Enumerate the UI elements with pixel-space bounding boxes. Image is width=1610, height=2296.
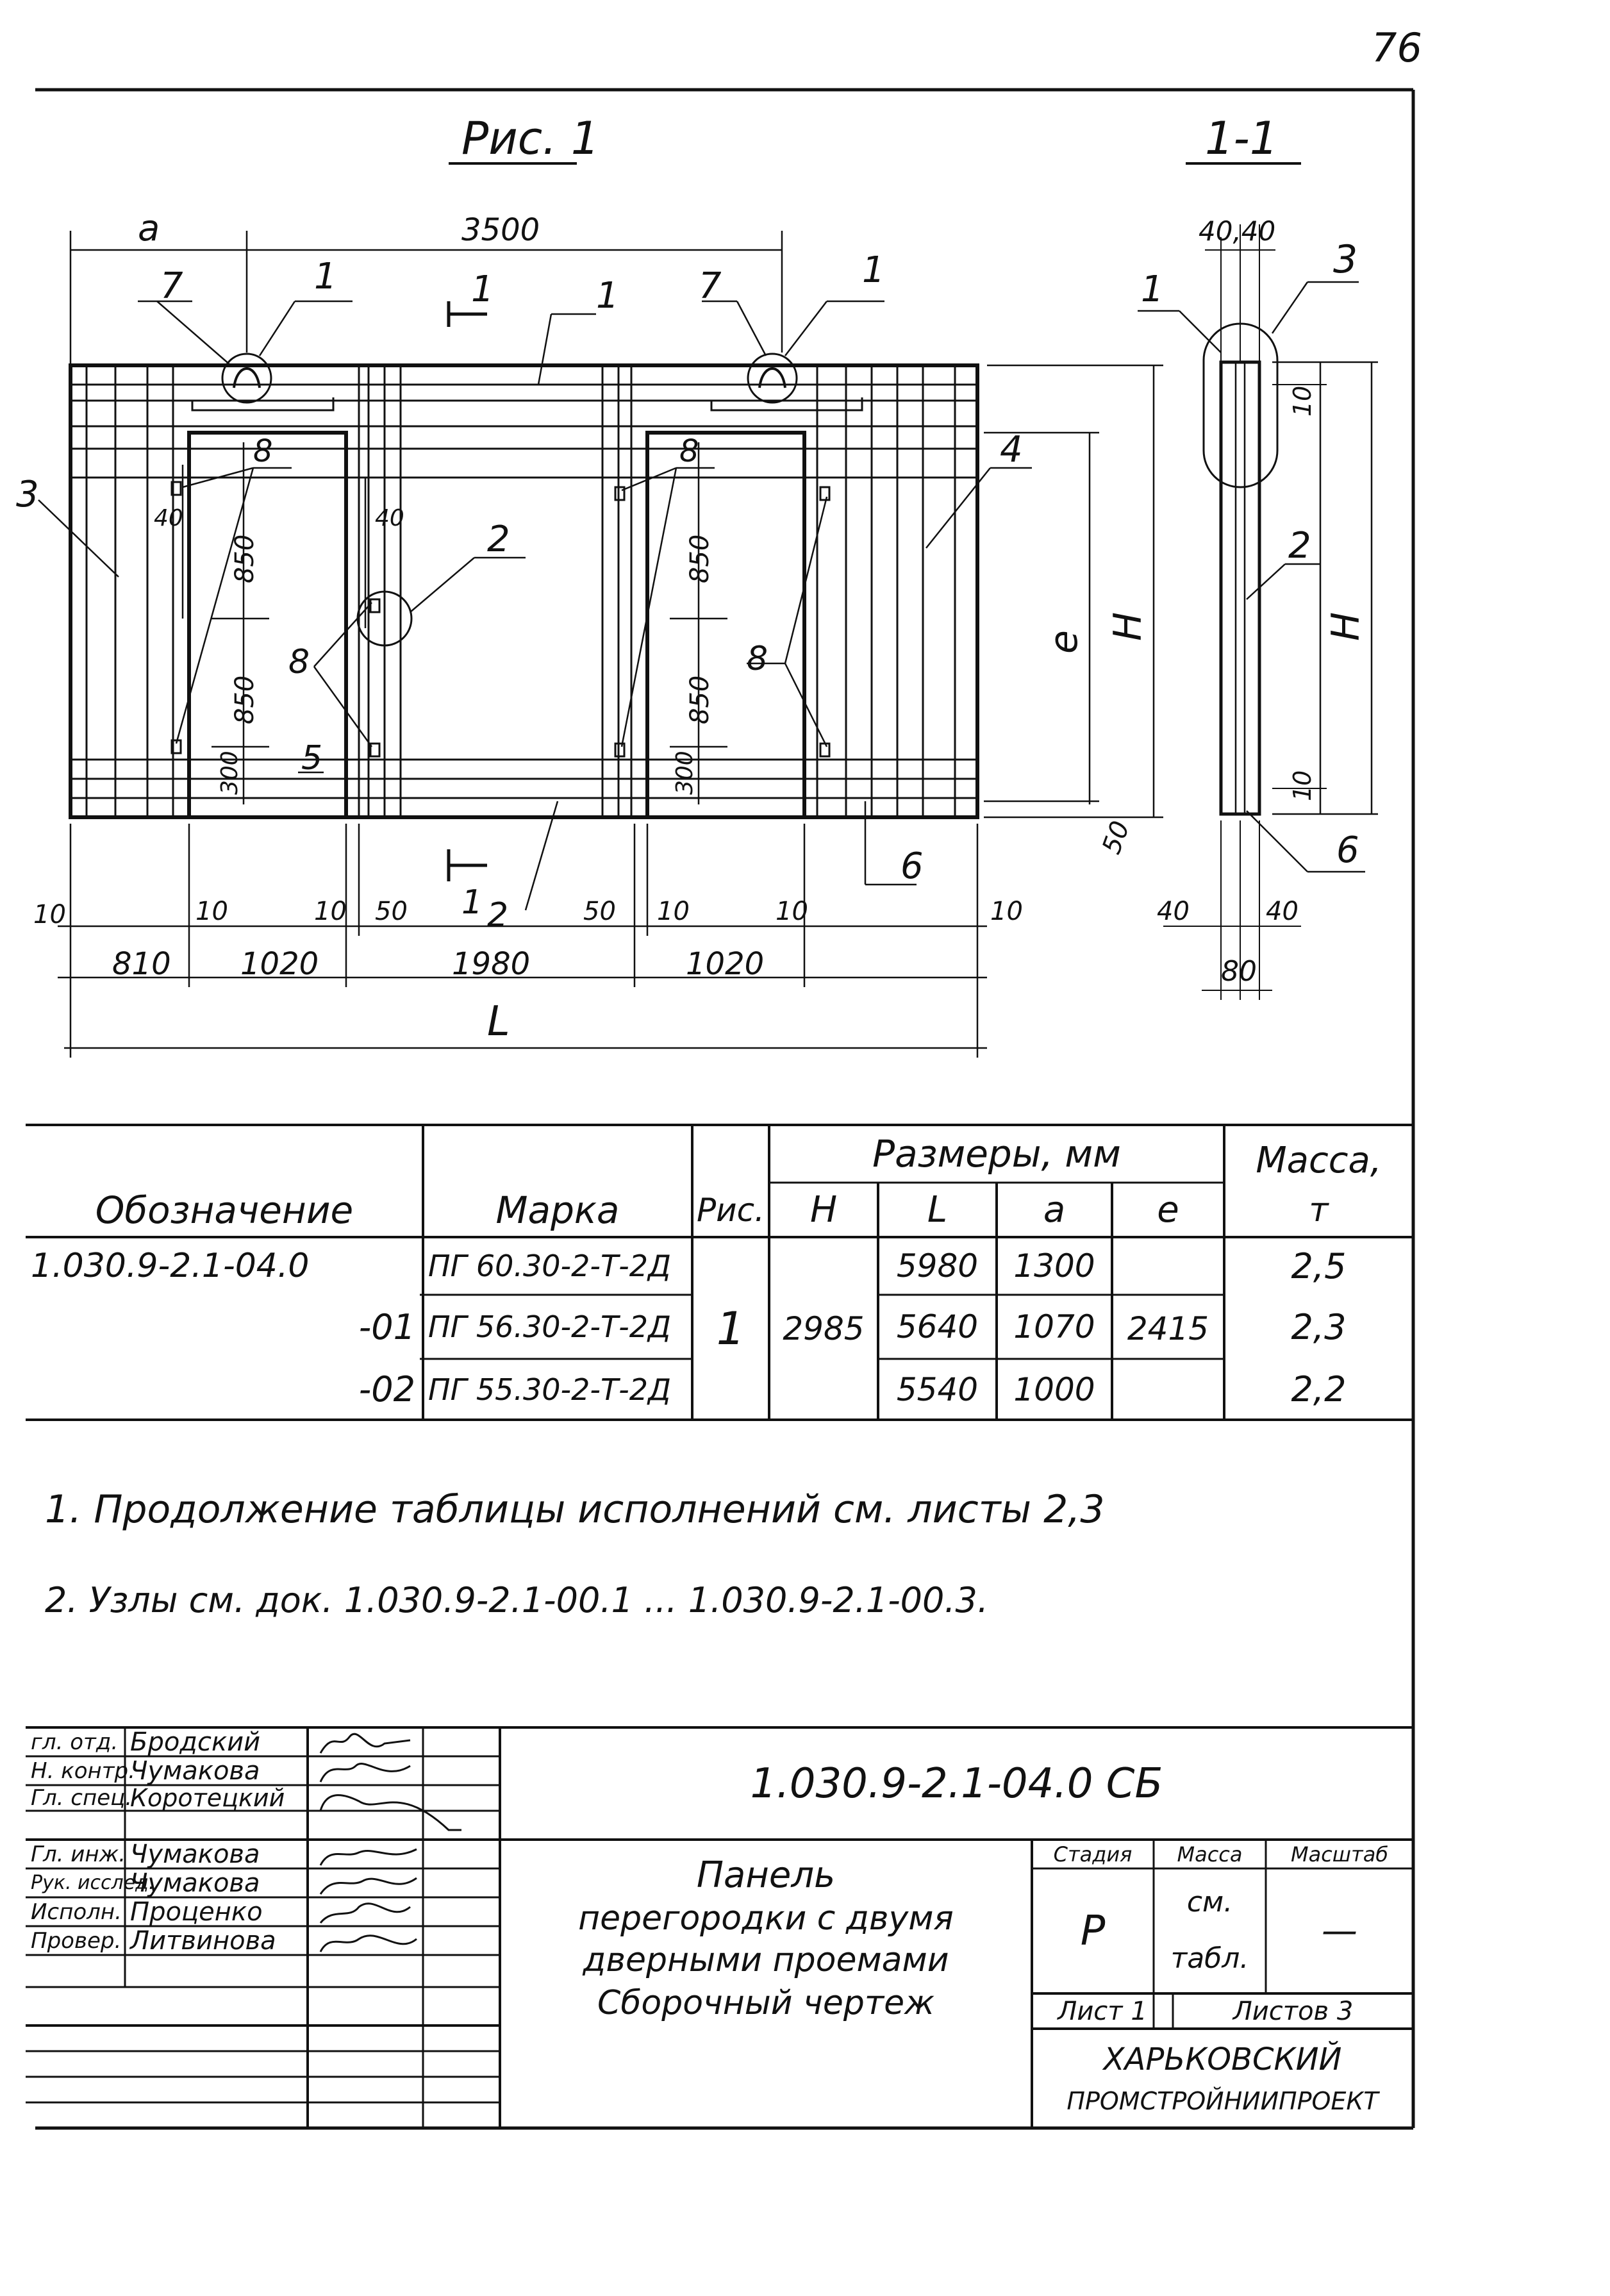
dim-10-3: 10 — [314, 897, 347, 926]
dim-10-2: 10 — [195, 897, 228, 926]
name-1: Чумакова — [130, 1756, 260, 1786]
dim-50-1: 50 — [375, 897, 408, 926]
row1-mark: ПГ 56.30-2-Т-2Д — [428, 1310, 671, 1344]
role-1: Н. контр. — [31, 1758, 135, 1784]
scale-value: — — [1322, 1910, 1357, 1952]
note-1: 1. Продолжение таблицы исполнений см. листы 2,3 — [45, 1487, 1105, 1532]
org-line-2: ПРОМСТРОЙНИИПРОЕКТ — [1066, 2086, 1379, 2115]
stage-value: Р — [1080, 1907, 1106, 1955]
elevation-dimensions — [58, 231, 1163, 1058]
dim-80: 80 — [1221, 955, 1257, 988]
dim-300-2: 300 — [672, 751, 698, 795]
callout-1-bottom: 1 — [461, 883, 483, 922]
th-designation: Обозначение — [95, 1188, 354, 1232]
th-L: L — [927, 1189, 948, 1231]
callout-7-left: 7 — [160, 265, 183, 307]
th-a: a — [1043, 1189, 1066, 1231]
dim-1020-b: 1020 — [686, 946, 765, 982]
callout-8-b: 8 — [679, 433, 699, 469]
dim-H: H — [1106, 611, 1150, 641]
row2-mark: ПГ 55.30-2-Т-2Д — [428, 1372, 671, 1407]
dim-H-section: H — [1324, 611, 1368, 641]
scale-label: Масштаб — [1290, 1842, 1389, 1867]
th-mark: Марка — [495, 1188, 620, 1232]
row2-a: 1000 — [1013, 1370, 1095, 1408]
role-3: Гл. инж. — [31, 1841, 126, 1867]
note-2: 2. Узлы см. док. 1.030.9-2.1-00.1 ... 1.030.9-2.1-00.3. — [45, 1580, 989, 1620]
dim-1020-a: 1020 — [240, 946, 319, 982]
dim-810: 810 — [112, 946, 171, 982]
stage-label: Стадия — [1053, 1842, 1133, 1867]
name-2: Коротецкий — [130, 1784, 285, 1812]
signatures — [320, 1734, 461, 1952]
role-4: Рук. исслед. — [31, 1872, 155, 1894]
dim-850-2: 850 — [230, 675, 260, 724]
row1-mass: 2,3 — [1291, 1306, 1347, 1347]
callout-1-right: 1 — [862, 249, 885, 291]
callout-labels — [16, 237, 1359, 935]
th-mass-unit: т — [1309, 1190, 1329, 1229]
callout-1-left: 1 — [314, 256, 337, 297]
row1-L: 5640 — [896, 1308, 979, 1345]
dim-10-5: 10 — [776, 897, 808, 926]
dim-40-a: 40 — [1157, 897, 1190, 926]
dim-850-4: 850 — [685, 675, 715, 724]
dimension-labels — [33, 208, 1368, 1045]
dim-50-2: 50 — [583, 897, 616, 926]
name-3: Чумакова — [130, 1839, 260, 1869]
dim-e: e — [1042, 630, 1086, 654]
title-line-2: перегородки с двумя — [578, 1899, 954, 1938]
dim-850-3: 850 — [685, 534, 715, 583]
callout-8-c: 8 — [288, 643, 310, 681]
callout-6: 6 — [900, 845, 924, 887]
role-0: гл. отд. — [31, 1729, 119, 1755]
dim-300-1: 300 — [217, 751, 243, 795]
th-e: e — [1157, 1189, 1179, 1231]
title-line-1: Панель — [696, 1854, 836, 1896]
callout-8-a: 8 — [253, 433, 273, 469]
dim-50-v: 50 — [1097, 817, 1136, 858]
name-5: Проценко — [130, 1897, 263, 1927]
org-line-1: ХАРЬКОВСКИЙ — [1103, 2041, 1342, 2077]
dim-10-s1: 10 — [1288, 385, 1316, 417]
row1-a: 1070 — [1013, 1308, 1095, 1345]
callout-1-section-mark: 1 — [471, 269, 494, 310]
merged-H: 2985 — [783, 1310, 865, 1347]
dim-10-1: 10 — [33, 900, 66, 929]
th-mass: Масса, — [1256, 1139, 1382, 1181]
title-line-4: Сборочный чертеж — [597, 1984, 934, 2022]
dim-850-1: 850 — [230, 534, 260, 583]
merged-e: 2415 — [1127, 1310, 1209, 1347]
dim-40-b: 40 — [1266, 897, 1299, 926]
th-H: H — [809, 1189, 838, 1231]
dim-10-s2: 10 — [1288, 770, 1316, 801]
callout-2-bottom: 2 — [487, 896, 509, 935]
row0-L: 5980 — [896, 1247, 979, 1285]
callout-2: 2 — [487, 519, 510, 560]
callout-3-section: 3 — [1333, 237, 1358, 282]
sheet-number: Лист 1 — [1058, 1996, 1147, 2026]
th-fig: Рис. — [696, 1191, 765, 1229]
dim-a: a — [138, 208, 160, 249]
callout-1-top: 1 — [596, 275, 619, 317]
callout-7-right: 7 — [699, 265, 722, 307]
dim-4040: 40,40 — [1199, 215, 1276, 247]
dim-3500: 3500 — [461, 212, 540, 248]
row0-mark: ПГ 60.30-2-Т-2Д — [428, 1249, 671, 1283]
section-title: 1-1 — [1205, 112, 1279, 165]
sheets-total: Листов 3 — [1232, 1996, 1354, 2026]
row0-a: 1300 — [1013, 1247, 1095, 1285]
mass-label: Масса — [1177, 1842, 1243, 1867]
row2-designation: -02 — [358, 1369, 415, 1410]
mass-value-2: табл. — [1170, 1942, 1249, 1975]
name-0: Бродский — [130, 1727, 261, 1757]
dim-10-4: 10 — [657, 897, 690, 926]
merged-fig: 1 — [716, 1302, 745, 1355]
name-4: Чумакова — [130, 1868, 260, 1898]
mass-value-1: см. — [1186, 1886, 1233, 1918]
dim-1980: 1980 — [452, 946, 531, 982]
dim-40-r: 40 — [375, 505, 404, 531]
callout-1-section: 1 — [1141, 269, 1164, 310]
role-5: Исполн. — [31, 1899, 122, 1925]
callout-3-left: 3 — [16, 474, 39, 515]
callout-4: 4 — [1000, 429, 1023, 470]
row2-mass: 2,2 — [1291, 1369, 1347, 1410]
figure-title: Рис. 1 — [461, 112, 600, 165]
role-2: Гл. спец. — [31, 1785, 133, 1811]
row2-L: 5540 — [896, 1370, 979, 1408]
th-dims-group: Размеры, мм — [872, 1132, 1121, 1176]
row0-mass: 2,5 — [1291, 1245, 1347, 1286]
panel-elevation — [38, 301, 1032, 910]
callout-5: 5 — [301, 739, 323, 778]
dim-10-6: 10 — [990, 897, 1023, 926]
callout-2-section: 2 — [1288, 525, 1311, 567]
role-6: Провер. — [31, 1927, 122, 1954]
dim-L: L — [487, 998, 510, 1045]
page-number: 76 — [1372, 24, 1422, 71]
name-6: Литвинова — [130, 1926, 276, 1956]
dim-40-l: 40 — [154, 505, 183, 531]
callout-6-section: 6 — [1336, 829, 1359, 871]
title-line-3: дверными проемами — [583, 1940, 949, 1979]
row0-designation: 1.030.9-2.1-04.0 — [31, 1247, 310, 1285]
row1-designation: -01 — [358, 1306, 415, 1347]
doc-code: 1.030.9-2.1-04.0 СБ — [750, 1759, 1163, 1808]
callout-8-d: 8 — [747, 640, 768, 678]
